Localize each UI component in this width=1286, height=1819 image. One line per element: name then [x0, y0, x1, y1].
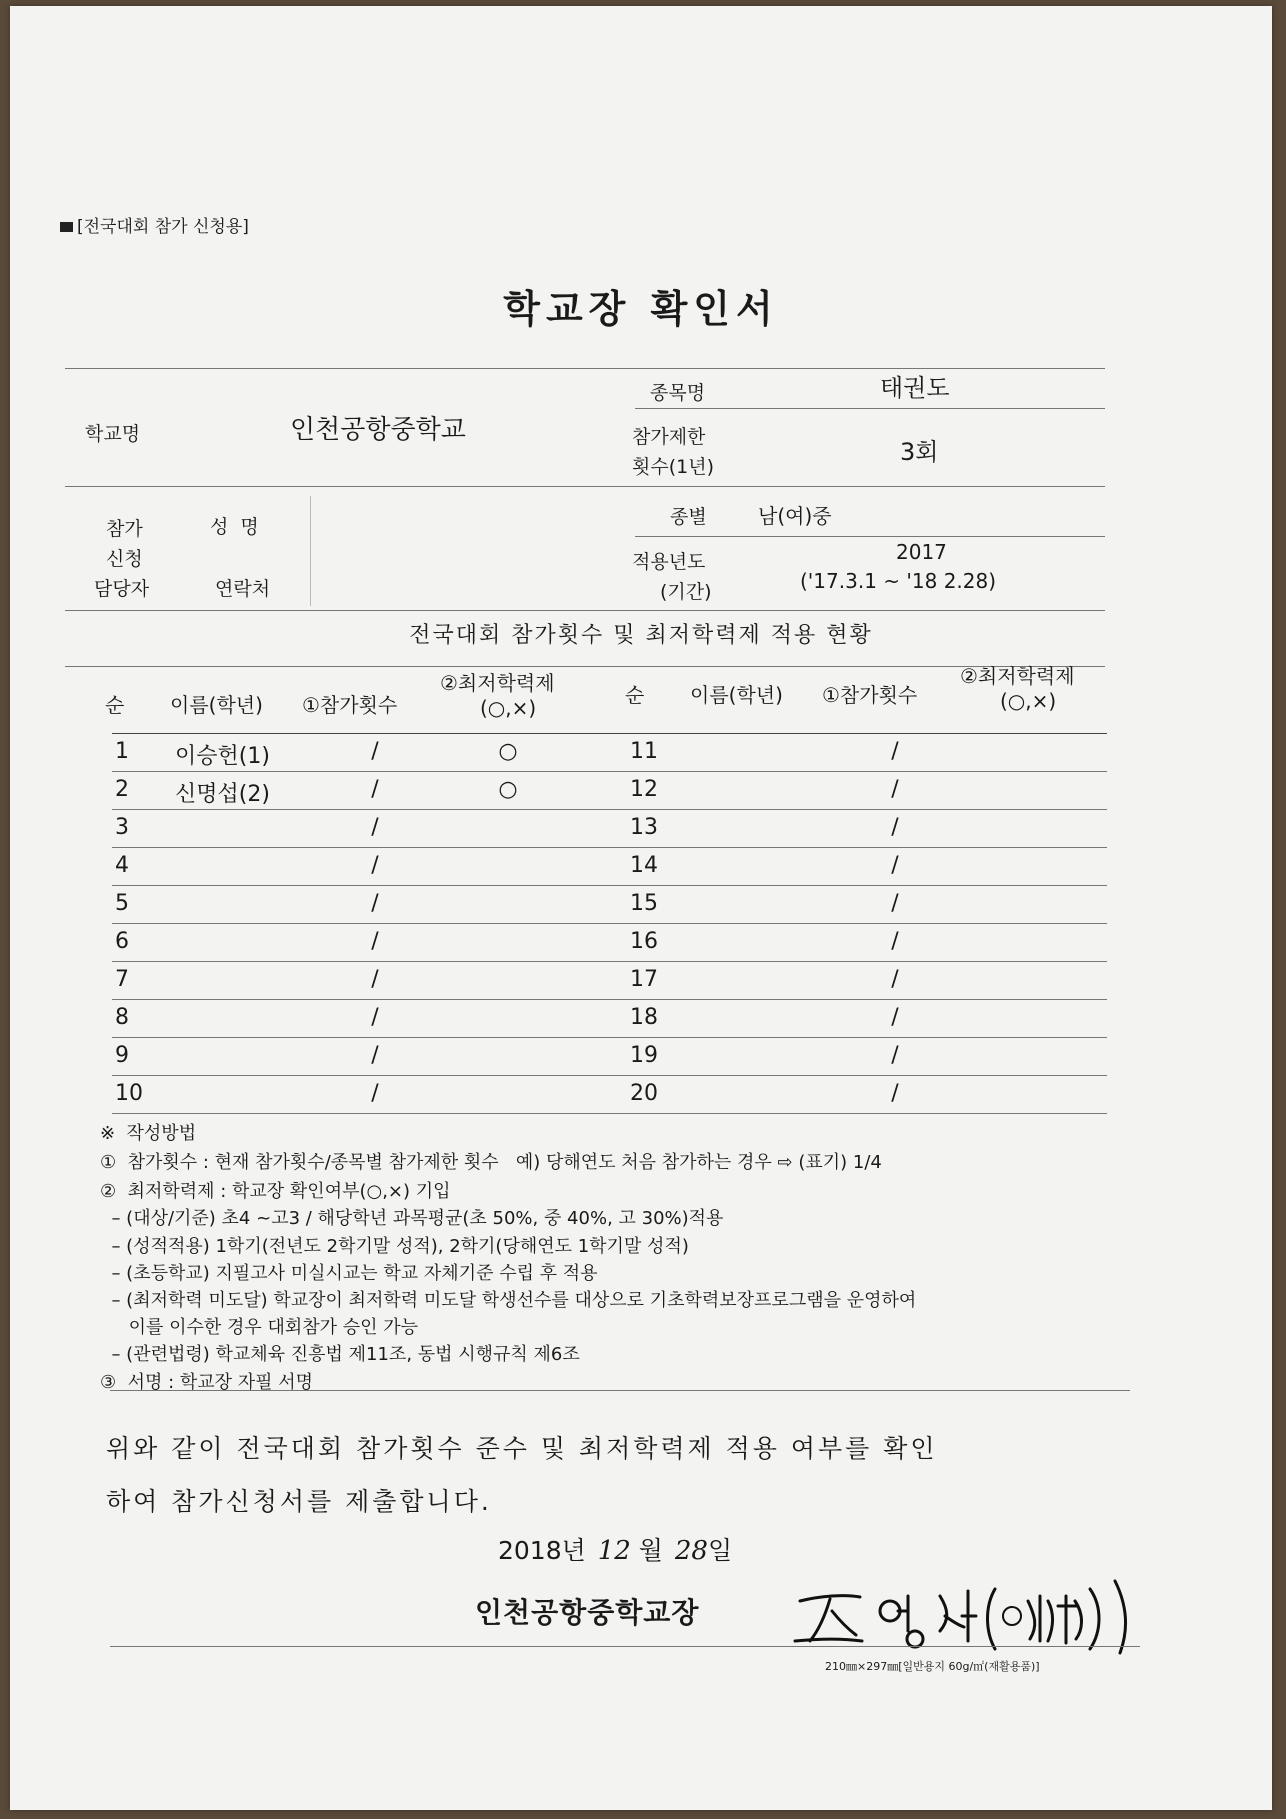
- row-number: 11: [630, 739, 658, 764]
- status-title: 전국대회 참가횟수 및 최저학력제 적용 현황: [409, 623, 873, 648]
- row-number: 12: [630, 777, 658, 802]
- table-row-rule: [112, 809, 1107, 810]
- table-row-rule: [112, 1075, 1107, 1076]
- row-number: 13: [630, 815, 658, 840]
- row-participation-count: /: [891, 777, 899, 802]
- limit-label-2: 횟수(1년): [632, 456, 714, 478]
- row-participation-count: /: [891, 967, 899, 992]
- year-label-1: 적용년도: [632, 551, 706, 573]
- instruction-line: 이를 이수한 경우 대회참가 승인 가능: [100, 1317, 419, 1338]
- rule-applicant: [65, 486, 1105, 487]
- date-day-unit: 일: [707, 1536, 733, 1565]
- row-student-name: 이승헌(1): [175, 744, 270, 769]
- document-page: [10, 6, 1272, 1810]
- instruction-line: ① 참가횟수 : 현재 참가횟수/종목별 참가제한 횟수 예) 당해연도 처음 참가하는 경우 ⇨ (표기) 1/4: [100, 1152, 882, 1173]
- school-name-label: 학교명: [85, 423, 141, 445]
- rule-sport: [635, 408, 1105, 409]
- row-number: 9: [115, 1043, 129, 1068]
- row-participation-count: /: [371, 853, 379, 878]
- row-number: 2: [115, 777, 129, 802]
- principal-signature: [790, 1561, 1180, 1656]
- row-number: 10: [115, 1081, 143, 1106]
- row-participation-count: /: [891, 929, 899, 954]
- table-row-rule: [112, 961, 1107, 962]
- row-number: 8: [115, 1005, 129, 1030]
- instruction-line: – (성적적용) 1학기(전년도 2학기말 성적), 2학기(당해연도 1학기말 성적): [100, 1236, 689, 1257]
- document-title: 학교장 확인서: [503, 287, 779, 331]
- rule-category: [635, 536, 1105, 537]
- category-label: 종별: [670, 506, 707, 528]
- th-name-right: 이름(학년): [690, 683, 783, 707]
- year-label-2: (기간): [660, 581, 712, 603]
- row-participation-count: /: [371, 1005, 379, 1030]
- th-min-left-2: (○,×): [480, 696, 537, 720]
- row-participation-count: /: [891, 853, 899, 878]
- year-value-2: ('17.3.1 ~ '18 2.28): [800, 569, 997, 593]
- year-value-1: 2017: [896, 540, 947, 564]
- table-row-rule: [112, 847, 1107, 848]
- row-number: 19: [630, 1043, 658, 1068]
- row-min-academic-mark: ○: [498, 739, 518, 764]
- principal-name: 인천공항중학교장: [475, 1596, 700, 1629]
- row-number: 14: [630, 853, 658, 878]
- th-count-left: ①참가횟수: [302, 693, 398, 717]
- row-participation-count: /: [371, 967, 379, 992]
- table-row-rule: [112, 771, 1107, 772]
- row-participation-count: /: [891, 1081, 899, 1106]
- th-min-left-1: ②최저학력제: [440, 671, 555, 695]
- form-tag: [60, 212, 249, 237]
- row-number: 4: [115, 853, 129, 878]
- rule-header: [65, 666, 1105, 667]
- date-year: 2018년: [498, 1536, 586, 1565]
- th-min-right-1: ②최저학력제: [960, 664, 1075, 688]
- rule-status: [65, 610, 1105, 611]
- row-participation-count: /: [371, 777, 379, 802]
- confirmation-line-1: 위와 같이 전국대회 참가횟수 준수 및 최저학력제 적용 여부를 확인: [106, 1434, 938, 1463]
- row-number: 7: [115, 967, 129, 992]
- square-icon: [60, 222, 73, 232]
- rule-header-bottom: [112, 733, 1107, 734]
- applicant-label-2: 신청: [106, 548, 143, 570]
- row-number: 5: [115, 891, 129, 916]
- row-number: 18: [630, 1005, 658, 1030]
- row-participation-count: /: [891, 1043, 899, 1068]
- row-number: 1: [115, 739, 129, 764]
- form-tag-text: [전국대회 참가 신청용]: [77, 217, 249, 237]
- confirmation-line-2: 하여 참가신청서를 제출합니다.: [106, 1487, 492, 1516]
- instruction-line: – (관련법령) 학교체육 진흥법 제11조, 동법 시행규칙 제6조: [100, 1344, 580, 1365]
- instruction-line: – (최저학력 미도달) 학교장이 최저학력 미도달 학생선수를 대상으로 기초학력보장프로그램을 운영하여: [100, 1290, 917, 1311]
- table-row-rule: [112, 1113, 1107, 1114]
- row-participation-count: /: [371, 1081, 379, 1106]
- table-row-rule: [112, 923, 1107, 924]
- paper-spec-note: 210㎜×297㎜[일반용지 60g/㎡(재활용품)]: [825, 1660, 1040, 1673]
- row-number: 16: [630, 929, 658, 954]
- contact-label: 연락처: [215, 578, 271, 600]
- row-participation-count: /: [891, 815, 899, 840]
- th-count-right: ①참가횟수: [822, 683, 918, 707]
- row-participation-count: /: [371, 891, 379, 916]
- date-day-handwritten: 28: [674, 1536, 708, 1566]
- row-participation-count: /: [371, 929, 379, 954]
- sport-value: 태권도: [880, 374, 950, 402]
- rule-notes-bottom: [110, 1390, 1130, 1391]
- category-value: 남(여)중: [758, 504, 832, 528]
- row-participation-count: /: [371, 815, 379, 840]
- table-row-rule: [112, 999, 1107, 1000]
- row-student-name: 신명섭(2): [175, 782, 270, 807]
- applicant-divider: [310, 496, 312, 606]
- limit-value: 3회: [900, 438, 939, 466]
- row-participation-count: /: [371, 739, 379, 764]
- date-month-handwritten: 12: [597, 1536, 631, 1566]
- row-number: 17: [630, 967, 658, 992]
- instruction-line: – (초등학교) 지필고사 미실시교는 학교 자체기준 수립 후 적용: [100, 1263, 598, 1284]
- row-number: 20: [630, 1081, 658, 1106]
- table-row-rule: [112, 885, 1107, 886]
- row-min-academic-mark: ○: [498, 777, 518, 802]
- row-participation-count: /: [891, 739, 899, 764]
- applicant-label-1: 참가: [106, 518, 143, 540]
- row-number: 15: [630, 891, 658, 916]
- row-participation-count: /: [371, 1043, 379, 1068]
- th-min-right-2: (○,×): [1000, 689, 1057, 713]
- th-no-right: 순: [625, 683, 645, 707]
- instruction-line: ② 최저학력제 : 학교장 확인여부(○,×) 기입: [100, 1181, 451, 1202]
- limit-label-1: 참가제한: [632, 426, 706, 448]
- date-month-unit: 월: [638, 1536, 663, 1565]
- date-line: [498, 1531, 732, 1567]
- sport-label: 종목명: [650, 382, 706, 404]
- rule-footer: [110, 1646, 1140, 1647]
- applicant-label-3: 담당자: [94, 578, 150, 600]
- th-no-left: 순: [105, 693, 125, 717]
- school-name-value: 인천공항중학교: [290, 415, 466, 445]
- th-name-left: 이름(학년): [170, 693, 263, 717]
- row-participation-count: /: [891, 1005, 899, 1030]
- row-number: 3: [115, 815, 129, 840]
- row-number: 6: [115, 929, 129, 954]
- instruction-line: – (대상/기준) 초4 ~고3 / 해당학년 과목평균(초 50%, 중 40%, 고 30%)적용: [100, 1208, 724, 1229]
- instruction-line: ③ 서명 : 학교장 자필 서명: [100, 1372, 314, 1393]
- name-label: 성 명: [210, 516, 259, 538]
- row-participation-count: /: [891, 891, 899, 916]
- instruction-line: ※ 작성방법: [100, 1123, 197, 1144]
- table-row-rule: [112, 1037, 1107, 1038]
